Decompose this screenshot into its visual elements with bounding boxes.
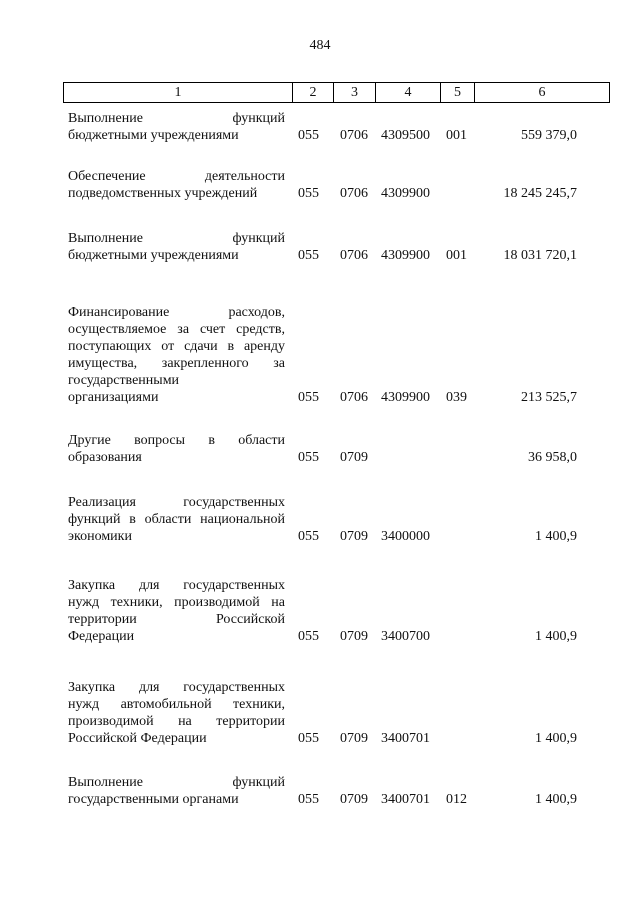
description-line: Российской Федерации (68, 731, 207, 746)
row-description (68, 168, 285, 202)
description-line: Закупка для государственных (68, 578, 285, 593)
description-line: подведомственных учреждений (68, 186, 258, 201)
cell-section-code: 0709 (340, 731, 368, 746)
row-description (68, 494, 285, 545)
description-line: Федерации (68, 629, 135, 644)
description-line: Обеспечение деятельности (68, 169, 285, 184)
cell-amount: 559 379,0 (521, 128, 577, 143)
description-line: Выполнение функций (68, 111, 285, 126)
cell-amount: 1 400,9 (535, 529, 577, 544)
description-line: бюджетными учреждениями (68, 128, 239, 143)
description-line: поступающих от сдачи в аренду (68, 339, 285, 354)
table-row (0, 168, 640, 202)
description-line: Выполнение функций (68, 775, 285, 790)
cell-section-code: 0706 (340, 390, 368, 405)
description-line: Другие вопросы в области (68, 433, 285, 448)
description-line: бюджетными учреждениями (68, 248, 239, 263)
cell-amount: 1 400,9 (535, 792, 577, 807)
table-row (0, 494, 640, 545)
cell-amount: 36 958,0 (528, 450, 577, 465)
cell-ministry-code: 055 (298, 248, 319, 263)
description-line: организациями (68, 390, 159, 405)
description-line: осуществляемое за счет средств, (68, 322, 285, 337)
cell-expense-type: 001 (446, 128, 467, 143)
cell-amount: 18 031 720,1 (503, 248, 577, 263)
cell-amount: 1 400,9 (535, 731, 577, 746)
cell-target-article: 4309900 (381, 390, 430, 405)
description-line: Реализация государственных (68, 495, 285, 510)
row-description (68, 304, 285, 406)
cell-amount: 18 245 245,7 (503, 186, 577, 201)
description-line: Закупка для государственных (68, 680, 285, 695)
description-line: нужд автомобильной техники, (68, 697, 285, 712)
cell-expense-type: 012 (446, 792, 467, 807)
row-description (68, 110, 285, 144)
table-row (0, 304, 640, 406)
description-line: экономики (68, 529, 132, 544)
description-line: функций в области национальной (68, 512, 285, 527)
row-description (68, 230, 285, 264)
table-row (0, 230, 640, 264)
description-line: государственными органами (68, 792, 239, 807)
table-row (0, 774, 640, 808)
header-col-3: 3 (333, 83, 375, 102)
cell-section-code: 0709 (340, 792, 368, 807)
table-row (0, 110, 640, 144)
row-description (68, 432, 285, 466)
cell-target-article: 3400700 (381, 629, 430, 644)
table-row (0, 577, 640, 645)
description-line: государственными (68, 373, 180, 388)
page-number: 484 (309, 38, 331, 53)
cell-section-code: 0706 (340, 248, 368, 263)
table-row (0, 679, 640, 747)
header-col-1: 1 (174, 85, 182, 100)
row-description (68, 774, 285, 808)
cell-section-code: 0706 (340, 128, 368, 143)
cell-ministry-code: 055 (298, 390, 319, 405)
cell-amount: 1 400,9 (535, 629, 577, 644)
table-header (63, 82, 610, 103)
cell-section-code: 0706 (340, 186, 368, 201)
cell-section-code: 0709 (340, 450, 368, 465)
cell-target-article: 4309900 (381, 186, 430, 201)
row-description (68, 679, 285, 747)
description-line: образования (68, 450, 142, 465)
cell-ministry-code: 055 (298, 128, 319, 143)
cell-section-code: 0709 (340, 629, 368, 644)
header-col-2: 2 (292, 83, 333, 102)
row-description (68, 577, 285, 645)
header-col-4: 4 (375, 83, 440, 102)
description-line: Выполнение функций (68, 231, 285, 246)
cell-ministry-code: 055 (298, 450, 319, 465)
cell-target-article: 4309500 (381, 128, 430, 143)
cell-expense-type: 001 (446, 248, 467, 263)
description-line: территории Российской (68, 612, 285, 627)
cell-ministry-code: 055 (298, 792, 319, 807)
header-col-5: 5 (440, 83, 474, 102)
cell-target-article: 3400000 (381, 529, 430, 544)
cell-target-article: 4309900 (381, 248, 430, 263)
cell-target-article: 3400701 (381, 731, 430, 746)
table-row (0, 432, 640, 466)
description-line: нужд техники, производимой на (68, 595, 285, 610)
cell-section-code: 0709 (340, 529, 368, 544)
header-col-6: 6 (474, 83, 609, 102)
cell-expense-type: 039 (446, 390, 467, 405)
cell-ministry-code: 055 (298, 629, 319, 644)
cell-ministry-code: 055 (298, 529, 319, 544)
cell-ministry-code: 055 (298, 186, 319, 201)
description-line: Финансирование расходов, (68, 305, 285, 320)
cell-ministry-code: 055 (298, 731, 319, 746)
description-line: производимой на территории (68, 714, 285, 729)
description-line: имущества, закрепленного за (68, 356, 285, 371)
cell-target-article: 3400701 (381, 792, 430, 807)
cell-amount: 213 525,7 (521, 390, 577, 405)
